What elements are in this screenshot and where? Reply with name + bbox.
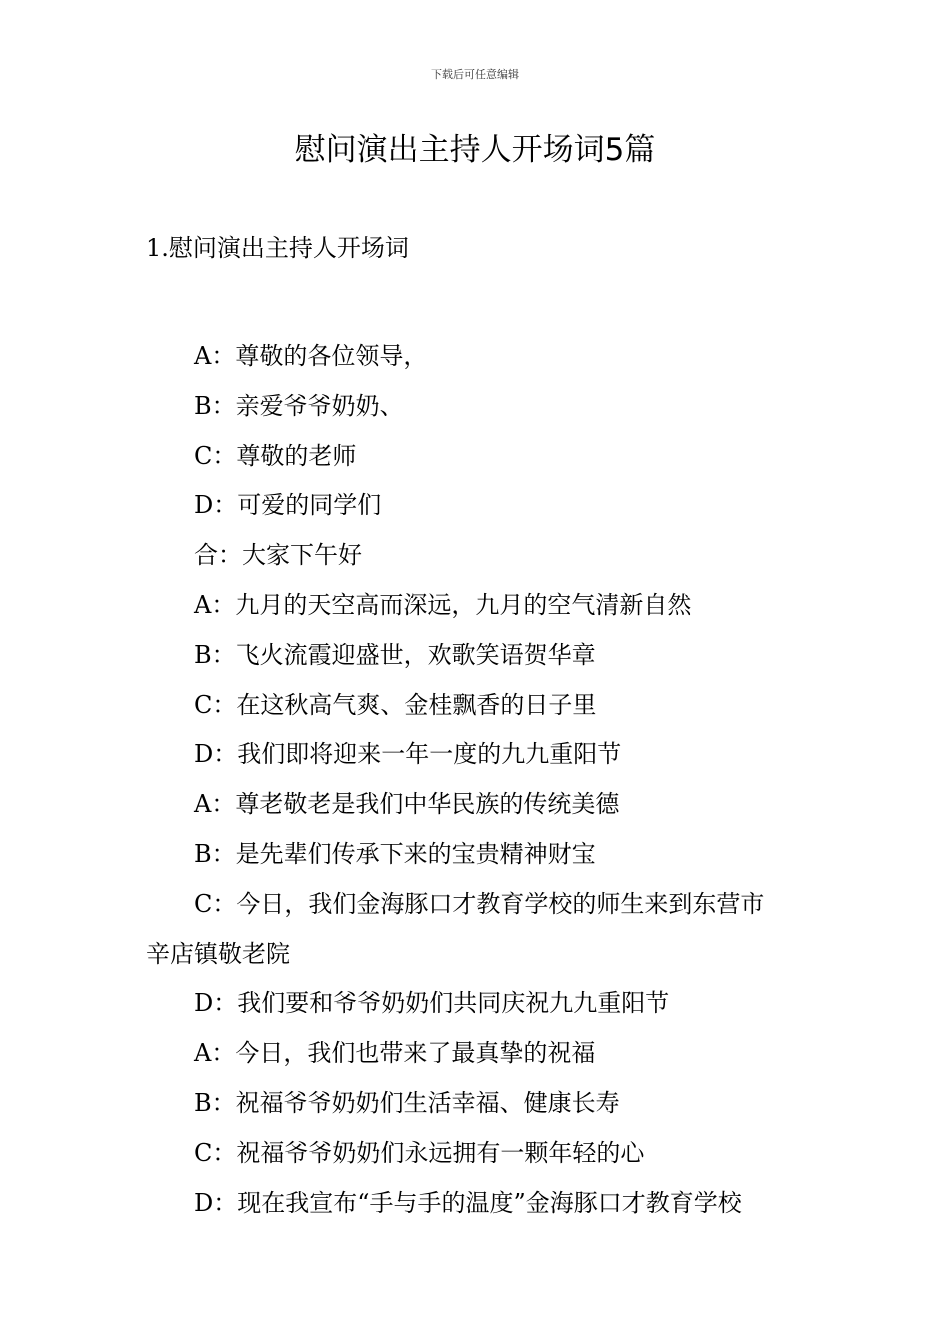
script-line: B：是先辈们传承下来的宝贵精神财宝 — [194, 839, 596, 868]
script-line: C：尊敬的老师 — [194, 441, 357, 470]
script-line: 辛店镇敬老院 — [146, 939, 290, 968]
script-line: C：祝福爷爷奶奶们永远拥有一颗年轻的心 — [194, 1138, 645, 1167]
script-line: B：祝福爷爷奶奶们生活幸福、健康长寿 — [194, 1088, 620, 1117]
document-title: 慰问演出主持人开场词5篇 — [294, 132, 656, 168]
header-note: 下载后可任意编辑 — [431, 68, 519, 81]
script-line: D：我们即将迎来一年一度的九九重阳节 — [194, 740, 622, 769]
script-line: B：亲爱爷爷奶奶、 — [194, 391, 404, 420]
script-line: A：尊敬的各位领导， — [194, 342, 428, 370]
script-line: 合：大家下午好 — [194, 541, 362, 570]
script-line: A：九月的天空高而深远，九月的空气清新自然 — [194, 590, 692, 619]
script-lines — [146, 332, 818, 1228]
script-line: C：今日，我们金海豚口才教育学校的师生来到东营市 — [194, 889, 765, 918]
script-line: A：尊老敬老是我们中华民族的传统美德 — [194, 790, 620, 819]
script-line: B：飞火流霞迎盛世，欢歌笑语贺华章 — [194, 640, 596, 669]
section-heading: 1.慰问演出主持人开场词 — [146, 234, 409, 262]
script-line: D：可爱的同学们 — [194, 491, 382, 520]
script-line: A：今日，我们也带来了最真挚的祝福 — [194, 1039, 596, 1068]
script-line: C：在这秋高气爽、金桂飘香的日子里 — [194, 690, 597, 719]
script-line: D：现在我宣布“手与手的温度”金海豚口才教育学校 — [194, 1188, 742, 1217]
script-line: D：我们要和爷爷奶奶们共同庆祝九九重阳节 — [194, 989, 670, 1018]
